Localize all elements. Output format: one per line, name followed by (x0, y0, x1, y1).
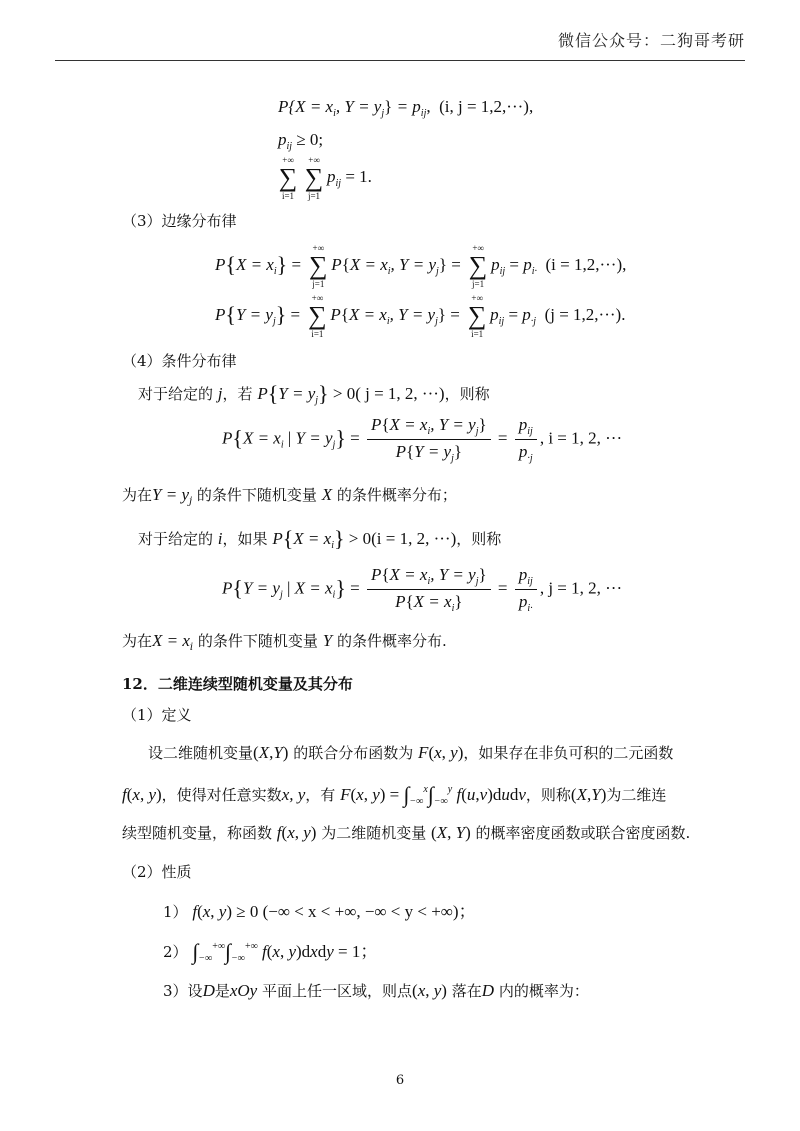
property-1: 1） f(x, y) ≥ 0 (−∞ < x < +∞, −∞ < y < +∞)； (163, 902, 476, 921)
conditional-heading: （4）条件分布律 (122, 352, 237, 370)
property-2: 2） $\int_{-\infty}^{+\infty}\int_{-\infty}^{+\infty}$ f(x, y)dxdy = 1； (163, 939, 378, 964)
conditional-conclusion-j: 为在$Y = y_j$ 的条件下随机变量 X 的条件概率分布； (122, 485, 457, 507)
properties-heading: （2）性质 (122, 863, 192, 881)
marginal-eq-x: $P\{X = x_i\}$ = +∞ ∑ j=1 $P\{X = x_i$, $Y = y_j$} = +∞ ∑ j=1 $p_{ij} = p_{i\cdot}$ (i = 1,2,···), (215, 243, 627, 289)
definition-heading: （1）定义 (122, 706, 192, 724)
header-rule (55, 60, 745, 61)
conditional-eq-j: $P\{X = x_i$ | $Y = y_j$} = $\frac{P\{X = x_i, Y = y_j\}}{P\{Y = y_j\}}$ = $\frac{p_{ij}}{p_{\cdot j}}$ , i = 1, 2, ··· (222, 415, 623, 464)
conditional-intro-j: 对于给定的 j，若 $P\{Y = y_j\} > 0$( j = 1, 2, ···)，则称 (138, 381, 490, 406)
definition-line1: 设二维随机变量(X,Y) 的联合分布函数为 F(x, y)，如果存在非负可积的二元函数 (148, 743, 674, 762)
joint-law-eq1: $P\{X = x_i$, $Y = y_j\} = p_{ij}$, (i, j = 1,2,···), (278, 97, 534, 119)
section-12-title: 12．二维连续型随机变量及其分布 (122, 675, 353, 693)
joint-law-eq2: $p_{ij} \ge 0$; (278, 130, 324, 152)
marginal-eq-y: $P\{Y = y_j\}$ = +∞ ∑ i=1 $P\{X = x_i$, $Y = y_j$} = +∞ ∑ i=1 $p_{ij} = p_{\cdot j}$ (j = 1,2,···). (215, 293, 626, 339)
joint-law-eq3: +∞ ∑ i=1 +∞ ∑ j=1 $p_{ij} = 1$. (278, 155, 372, 201)
conditional-eq-i: $P\{Y = y_j$ | $X = x_i$} = $\frac{P\{X = x_i, Y = y_j\}}{P\{X = x_i\}}$ = $\frac{p_{ij}}{p_{i\cdot}}$ , j = 1, 2, ··· (222, 565, 623, 614)
conditional-intro-i: 对于给定的 i，如果 $P\{X = x_i\} > 0(i = 1$, 2, ···)，则称 (138, 526, 502, 551)
source-watermark: 微信公众号：二狗哥考研 (557, 31, 745, 50)
definition-line3: 续型随机变量，称函数 f(x, y) 为二维随机变量 (X, Y) 的概率密度函数或联合密度函数. (122, 823, 691, 842)
conditional-conclusion-i: 为在$X = x_i$ 的条件下随机变量 Y 的条件概率分布. (122, 631, 447, 653)
page-number: 6 (395, 1073, 405, 1088)
definition-line2: f(x, y)，使得对任意实数x, y，有 F(x, $y) = \int_{-\infty}^x\int_{-\infty}^y$ f(u,v)dudv，则称(X,Y)为二维连 (122, 782, 667, 807)
property-3: 3）设D是xOy 平面上任一区域，则点(x, y) 落在D 内的概率为： (163, 981, 589, 1000)
marginal-heading: （3）边缘分布律 (122, 212, 237, 230)
